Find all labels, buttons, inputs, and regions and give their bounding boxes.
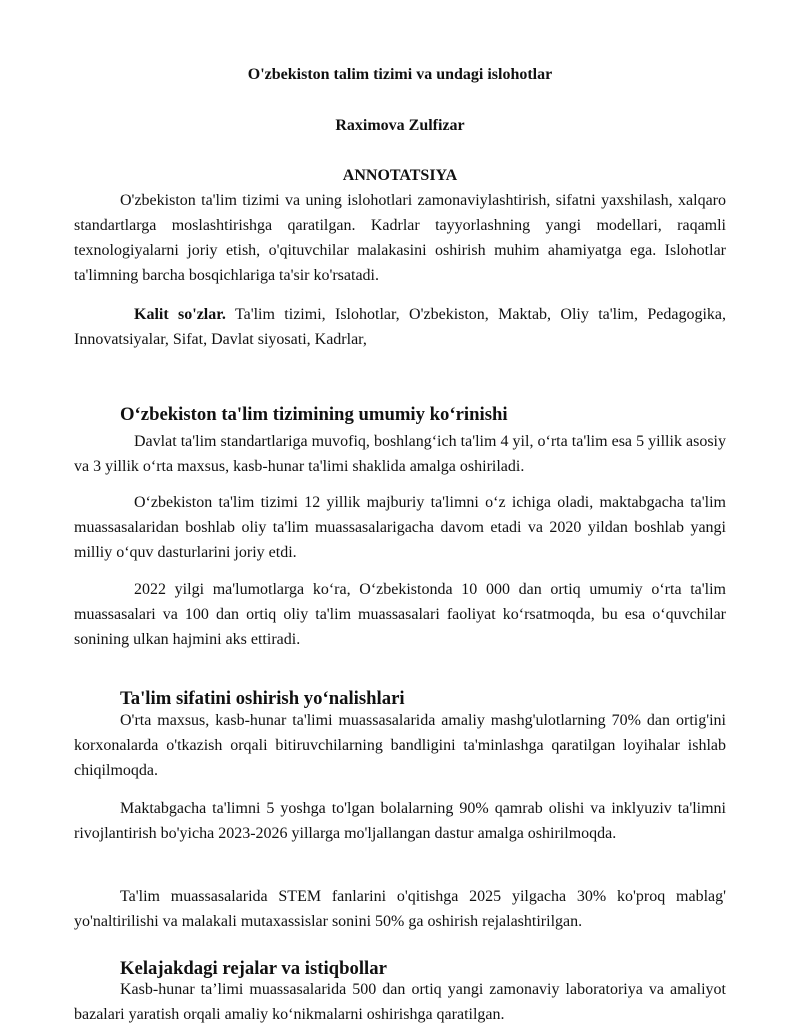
section-heading-quality: Ta'lim sifatini oshirish yo‘nalishlari [120,688,405,709]
section-overview-paragraph-2: O‘zbekiston ta'lim tizimi 12 yillik majburiy ta'limni o‘z ichiga oladi, maktabgacha ta'lim muassasalaridan boshlab oliy ta'lim muassasalarigacha davom etadi va 2020 yildan boshlab yangi milliy o‘quv dasturlarini joriy etdi. [74,494,726,561]
keywords-label: Kalit so'zlar. [134,306,226,323]
section-heading-overview: O‘zbekiston ta'lim tizimining umumiy ko‘rinishi [120,404,508,425]
keywords-text: Ta'lim tizimi, Islohotlar, O'zbekiston, Maktab, Oliy ta'lim, Pedagogika, Innovatsiyalar, Sifat, Davlat siyosati, Kadrlar, [74,306,727,348]
author-name: Raximova Zulfizar [335,117,465,134]
section-quality-paragraph-1: O'rta maxsus, kasb-hunar ta'limi muassasalarida amaliy mashg'ulotlarning 70% dan ortig'ini korxonalarda o'tkazish orqali bitiruvchilarning bandligini ta'minlashga qaratilgan loyihalar ishlab chiqilmoqda. [74,712,726,779]
section-future-paragraph-1: Kasb-hunar ta’limi muassasalarida 500 dan ortiq yangi zamonaviy laboratoriya va amaliyot bazalari yaratish orqali amaliy ko‘nikmalarni oshirishga qaratilgan. [74,981,726,1023]
keywords-paragraph [74,302,726,352]
section-quality-paragraph-3: Ta'lim muassasalarida STEM fanlarini o'qitishga 2025 yilgacha 30% ko'proq mablag' yo'naltirilishi va malakali mutaxassislar sonini 50% ga oshirish rejalashtirilgan. [74,888,726,930]
section-overview-paragraph-3: 2022 yilgi ma'lumotlarga ko‘ra, O‘zbekistonda 10 000 dan ortiq umumiy o‘rta ta'lim muassasalari va 100 dan ortiq oliy ta'lim muassasalari faoliyat ko‘rsatmoqda, bu esa o‘quvchilar sonining ulkan hajmini aks ettiradi. [74,581,726,648]
section-overview-paragraph-1: Davlat ta'lim standartlariga muvofiq, boshlang‘ich ta'lim 4 yil, o‘rta ta'lim esa 5 yillik asosiy va 3 yillik o‘rta maxsus, kasb-hunar ta'limi shaklida amalga oshiriladi. [74,433,726,475]
section-heading-future: Kelajakdagi rejalar va istiqbollar [120,958,387,979]
annotation-heading: ANNOTATSIYA [342,167,458,184]
section-quality-paragraph-2: Maktabgacha ta'limni 5 yoshga to'lgan bolalarning 90% qamrab olishi va inklyuziv ta'limni rivojlantirish bo'yicha 2023-2026 yillarga mo'ljallangan dastur amalga oshirilmoqda. [74,800,726,842]
document-title: O'zbekiston talim tizimi va undagi islohotlar [247,66,553,83]
annotation-text: O'zbekiston ta'lim tizimi va uning islohotlari zamonaviylashtirish, sifatni yaxshilash, xalqaro standartlarga moslashtirishga qaratilgan. Kadrlar tayyorlashning yangi modellari, raqamli texnologiyalarni joriy etish, o'qituvchilar malakasini oshirish muhim ahamiyatga ega. Islohotlar ta'limning barcha bosqichlariga ta'sir ko'rsatadi. [74,192,726,284]
